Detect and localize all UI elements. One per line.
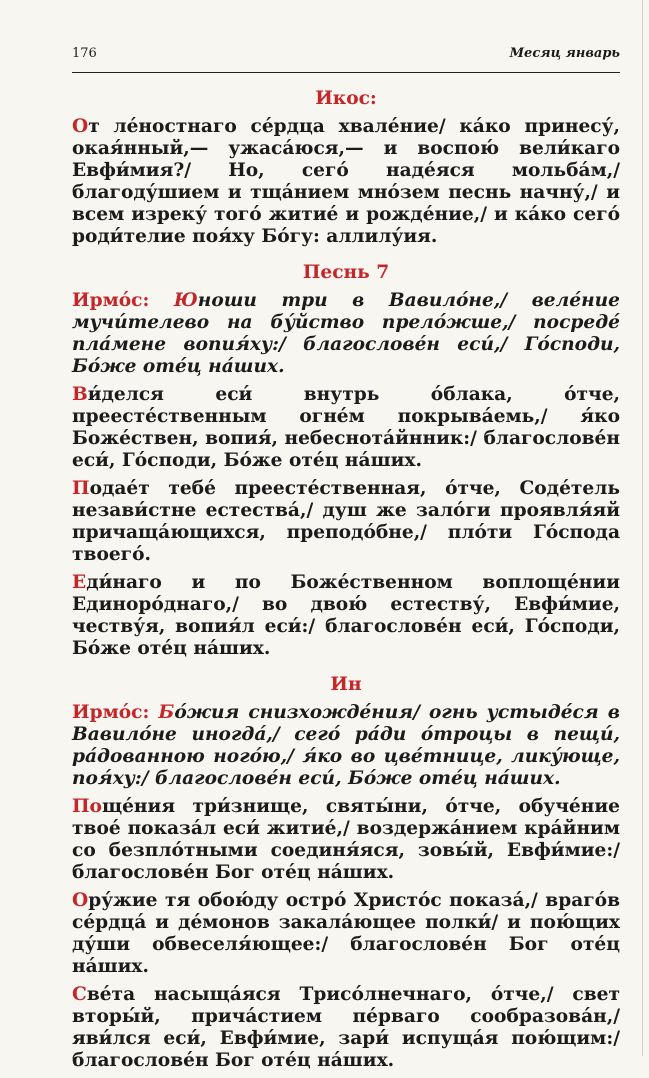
drop-initial: В [72,384,88,405]
paragraph-text: одае́т тебе́ преесте́ственная, о́тче, Соде́тель незави́стне естества́,/ душ же зало́ги проявля́яй причаща́ющихся, преподо́бне,/ пло́ти Го́спода твоего́. [72,478,620,565]
song7-heading: Песнь 7 [302,262,390,283]
in-irmos [72,702,620,790]
troparion [72,890,620,978]
page-body [72,88,620,1078]
drop-initial: По [72,796,102,817]
drop-initial: Е [72,572,87,593]
header-rule [72,72,620,73]
page-header [72,46,620,66]
drop-initial: С [72,984,87,1005]
paragraph-text: и́делся еси́ внутрь о́блака, о́тче, преесте́ственным огне́м покрыва́емь,/ я́ко Боже́ствен, вопия́, небеснота́йнник:/ благослове́н еси́, Го́споди, Бо́же оте́ц на́ших. [72,384,620,471]
paragraph-text: ве́та насыща́яся Трисо́лнечнаго, о́тче,/ свет вторы́й, прича́стием пе́рваго сообразова́н,/ яви́лся еси́, Евфи́мие, зари́ испуща́я пою́щим:/ благослове́н Бог оте́ц на́ших. [72,984,620,1071]
drop-initial: П [72,478,90,499]
troparion [72,572,620,660]
drop-initial: О [72,890,89,911]
drop-initial: Б [158,702,175,723]
paragraph-text: ру́жие тя обою́ду остро́ Христо́с показа́,/ враго́в се́рдца́ и де́монов закала́ющее полки́/ и пою́щих ду́ши обвеселя́ющее:/ благослове́н Бог оте́ц на́ших. [72,890,620,977]
song7-irmos [72,290,620,378]
page-number: 176 [72,46,97,61]
paragraph-text: т ле́ностнаго се́рдца хвале́ние/ ка́ко принесу́, окая́нный,— ужаса́юся,— и воспою́ вели́каго Евфи́мия?/ Но, сего́ наде́яся мольба́м,/ благоду́шием и тща́нием мно́зем песнь начну́,/ и всем изреку́ того́ житие́ и рожде́ние,/ и ка́ко сего́ роди́телие поя́ху Бо́гу: аллилу́ия. [72,116,620,247]
drop-initial: Ю [173,290,198,311]
ikos-paragraph [72,116,620,248]
irmos-label: Ирмо́с: [72,290,150,311]
page-edge [642,0,643,1056]
in-heading: Ин [330,674,362,695]
ikos-heading: Икос: [315,88,377,109]
running-title: Месяц январь [509,46,620,61]
drop-initial: О [72,116,89,137]
troparion [72,478,620,566]
irmos-label: Ирмо́с: [72,702,150,723]
irmos-text: ноши три в Вавило́не,/ веле́ние мучи́телево на бу́йство прело́жше,/ посреде́ пла́мене вопия́ху:/ благослове́н еси́,/ Го́споди, Бо́же оте́ц на́ших. [72,290,620,377]
paragraph-text: ди́наго и по Боже́ственном воплоще́нии Единоро́днаго,/ во двою́ естеству́, Евфи́мие, честву́я, вопия́л еси́:/ благослове́н еси́, Го́споди, Бо́же оте́ц на́ших. [72,572,620,659]
troparion [72,384,620,472]
irmos-text: о́жия снизхожде́ния/ огнь устыде́ся в Вавило́не иногда́,/ сего́ ра́ди о́троцы в пещи́, ра́дованною ного́ю,/ я́ко во цве́тнице, лику́юще, поя́ху:/ благослове́н еси́, Бо́же оте́ц на́ших. [72,702,620,789]
troparion [72,796,620,884]
paragraph-text: ще́ния три́знище, святы́ни, о́тче, обуче́ние твое́ показа́л еси́ житие́,/ воздержа́нием кра́йним со безпло́тными соединя́яся, зовы́й, Евфи́мие:/ благослове́н Бог оте́ц на́ших. [72,796,620,883]
troparion [72,984,620,1072]
